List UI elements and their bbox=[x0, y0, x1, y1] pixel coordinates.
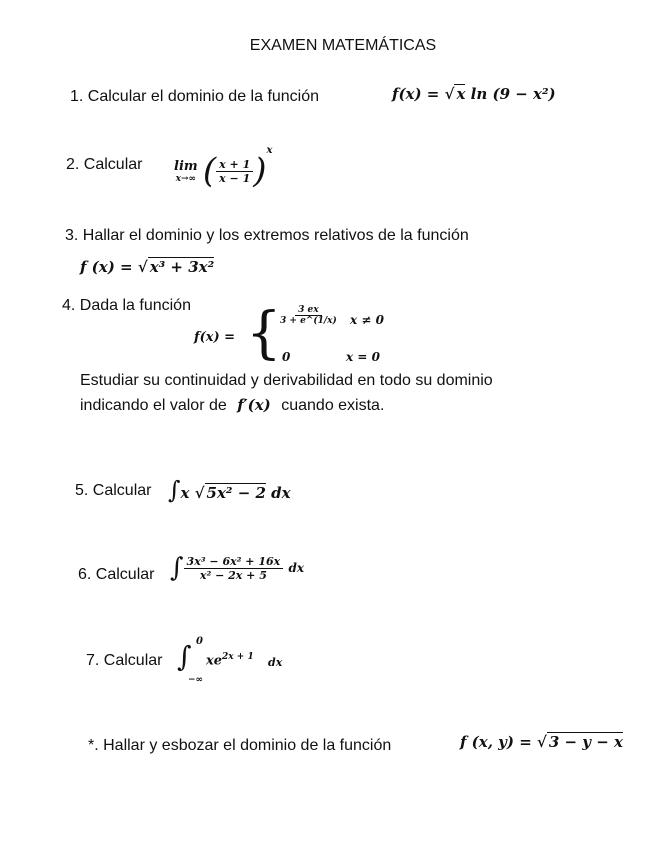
lim: lim bbox=[174, 158, 198, 174]
q1-text: 1. Calcular el dominio de la función bbox=[70, 88, 320, 105]
q5-dx: dx bbox=[265, 484, 291, 502]
q4-case1-cond: x ≠ 0 bbox=[350, 313, 384, 327]
q7-text: 7. Calcular bbox=[86, 652, 163, 669]
integral-sign: ∫ bbox=[177, 640, 192, 673]
q4-case2-cond: x = 0 bbox=[346, 350, 380, 364]
sqrt-sign: √ bbox=[137, 258, 148, 276]
sqrt-sign: √ bbox=[444, 85, 455, 103]
q2-exp: x bbox=[266, 145, 273, 156]
q1-lhs: f(x) = bbox=[392, 85, 445, 103]
study2-a: indicando el valor de bbox=[80, 397, 227, 414]
q3-formula bbox=[80, 258, 214, 276]
q8-lhs: f (x, y) = bbox=[460, 733, 537, 751]
q8-formula bbox=[460, 733, 623, 751]
case1-den: 3 + e^(1/x) bbox=[280, 316, 337, 326]
q7-upper: 0 bbox=[196, 636, 203, 647]
q5-radicand: 5x² − 2 bbox=[206, 484, 266, 502]
q5-body: x bbox=[180, 484, 195, 502]
q3-text: 3. Hallar el dominio y los extremos relativos de la función bbox=[65, 227, 469, 244]
q6-text: 6. Calcular bbox=[78, 566, 155, 583]
q1-ln: ln (9 − x²) bbox=[465, 85, 556, 103]
q2-text: 2. Calcular bbox=[66, 156, 143, 173]
brace: { bbox=[246, 301, 282, 366]
q8-radicand: 3 − y − x bbox=[548, 733, 623, 751]
sqrt-sign: √ bbox=[194, 484, 205, 502]
q6-den: x² − 2x + 5 bbox=[199, 568, 267, 582]
q4-lhs: f(x) = bbox=[194, 330, 236, 345]
q4-study-line2 bbox=[80, 396, 384, 415]
q5-formula bbox=[168, 476, 291, 504]
lim-sub: x→∞ bbox=[175, 173, 197, 184]
study2-b: cuando exista. bbox=[281, 397, 385, 414]
q7-lower: −∞ bbox=[188, 675, 204, 685]
q4-case1-value bbox=[280, 305, 337, 326]
page-title: EXAMEN MATEMÁTICAS bbox=[249, 37, 437, 54]
q5-text: 5. Calcular bbox=[75, 482, 152, 499]
q7-dx: dx bbox=[268, 656, 283, 669]
integral-sign: ∫ bbox=[168, 476, 181, 504]
q1-formula bbox=[392, 85, 556, 103]
q1-radicand: x bbox=[456, 85, 466, 103]
q3-radicand: x³ + 3x² bbox=[149, 258, 215, 276]
q7-base: xe bbox=[206, 653, 223, 669]
fprime: f′(x) bbox=[237, 396, 271, 414]
q6-num: 3x³ − 6x² + 16x bbox=[184, 555, 284, 569]
q8-text: *. Hallar y esbozar el dominio de la función bbox=[88, 737, 392, 754]
case1-num: 3 ex bbox=[295, 305, 322, 316]
q4-case2-value: 0 bbox=[282, 350, 291, 364]
q7-exp: 2x + 1 bbox=[222, 652, 254, 662]
q2-num: x + 1 bbox=[216, 158, 253, 172]
q4-study-line1: Estudiar su continuidad y derivabilidad en todo su dominio bbox=[80, 372, 493, 389]
q6-formula bbox=[170, 553, 304, 583]
q2-den: x − 1 bbox=[219, 171, 251, 185]
q2-formula: lim x→∞ ( $\frac{x + 1}{x - 1}$ )$^x$ bbox=[174, 145, 273, 191]
q7-body bbox=[206, 652, 254, 668]
q4-text: 4. Dada la función bbox=[62, 297, 191, 314]
q6-dx: dx bbox=[288, 561, 305, 575]
sqrt-sign: √ bbox=[537, 733, 547, 751]
integral-sign: ∫ bbox=[170, 553, 184, 583]
q3-lhs: f (x) = bbox=[80, 258, 138, 276]
